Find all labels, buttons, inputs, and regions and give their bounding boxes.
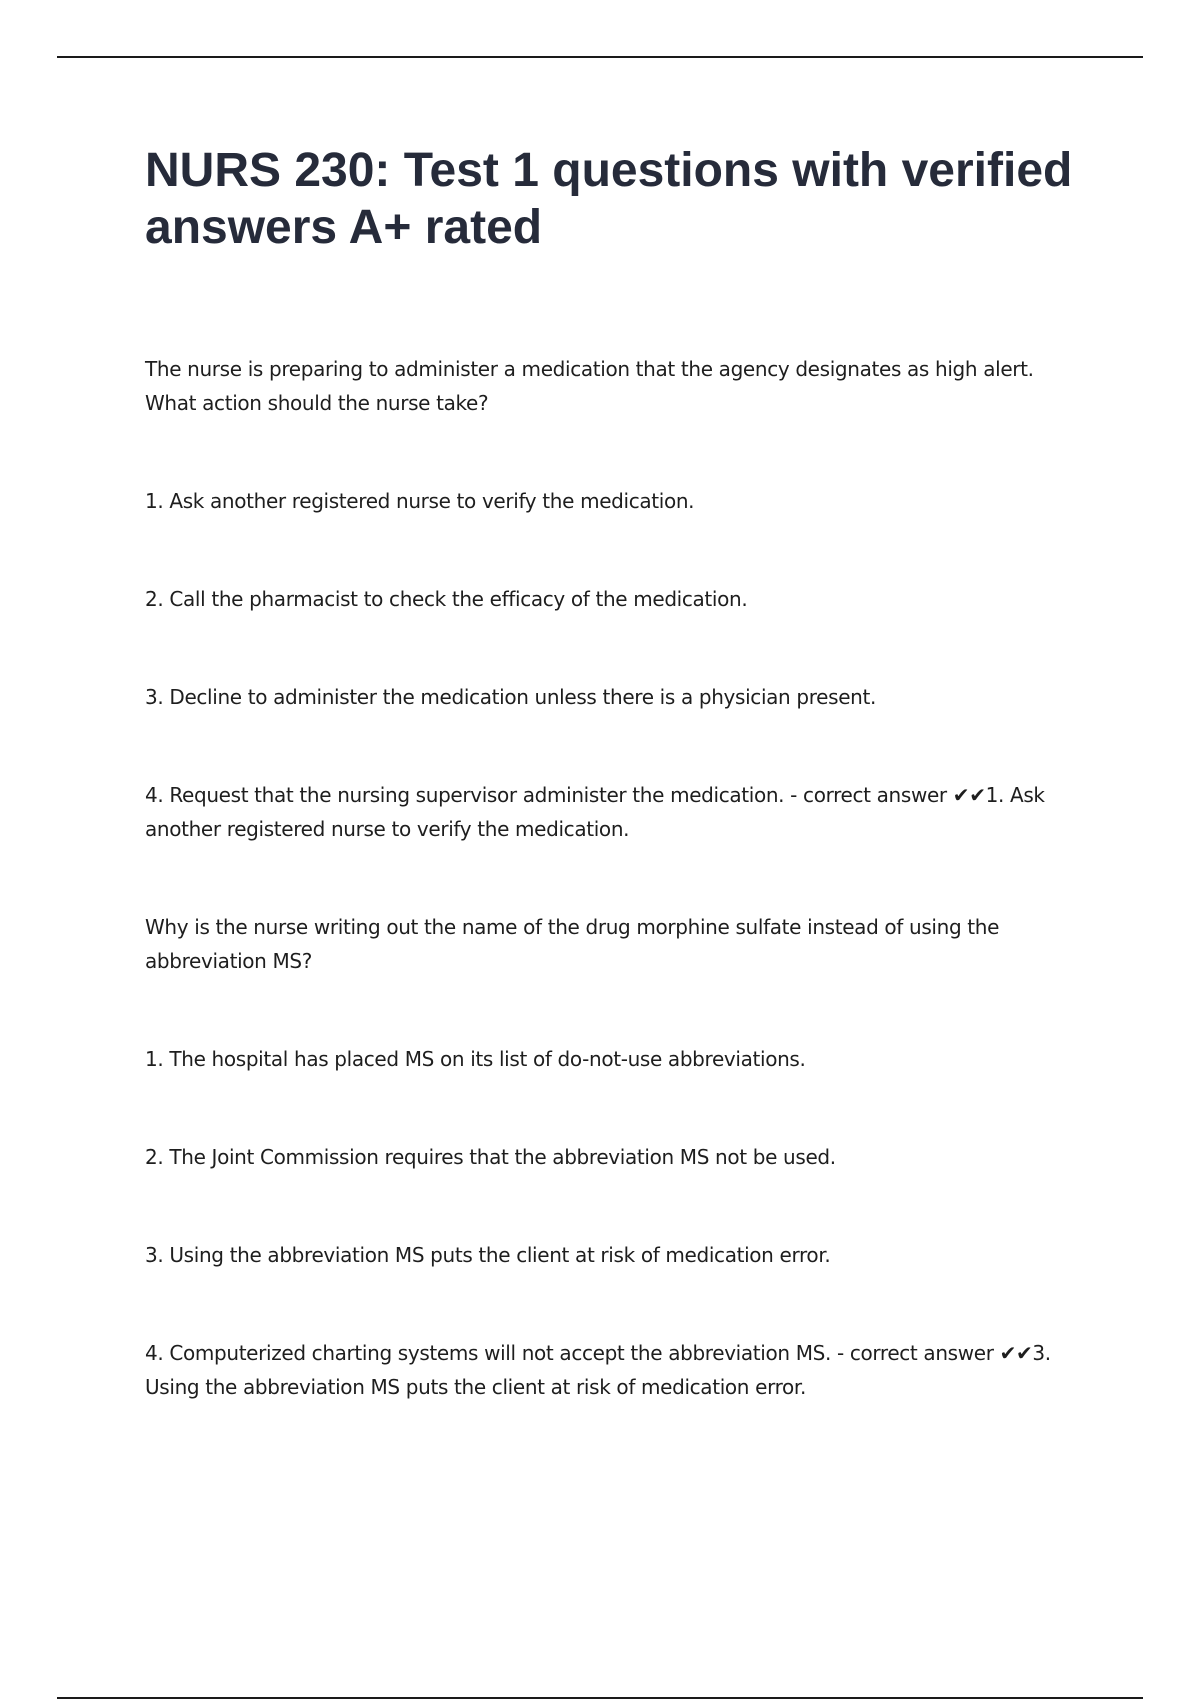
document-title: NURS 230: Test 1 questions with verified answers A+ rated [145,144,1073,254]
question-2-option-3: 3. Using the abbreviation MS puts the client at risk of medication error. [145,1243,831,1267]
question-1-stem: The nurse is preparing to administer a medication that the agency designates as high alert. What action should the nurse take? [145,357,1034,415]
question-1-option-1: 1. Ask another registered nurse to verify the medication. [145,489,695,513]
question-2-option-1: 1. The hospital has placed MS on its list of do-not-use abbreviations. [145,1047,806,1071]
document-body [145,142,1085,1404]
question-1-option-4-answer: 4. Request that the nursing supervisor administer the medication. - correct answer ✔✔1. Ask another registered nurse to verify the medication. [145,783,1045,841]
top-divider [57,56,1143,58]
bottom-divider [57,1697,1143,1699]
question-2-stem: Why is the nurse writing out the name of the drug morphine sulfate instead of using the abbreviation MS? [145,915,1000,973]
question-1-option-3: 3. Decline to administer the medication unless there is a physician present. [145,685,876,709]
question-2-option-4-answer: 4. Computerized charting systems will not accept the abbreviation MS. - correct answer ✔✔3. Using the abbreviation MS puts the client at risk of medication error. [145,1341,1051,1399]
question-1-option-2: 2. Call the pharmacist to check the efficacy of the medication. [145,587,748,611]
question-2-option-2: 2. The Joint Commission requires that the abbreviation MS not be used. [145,1145,836,1169]
